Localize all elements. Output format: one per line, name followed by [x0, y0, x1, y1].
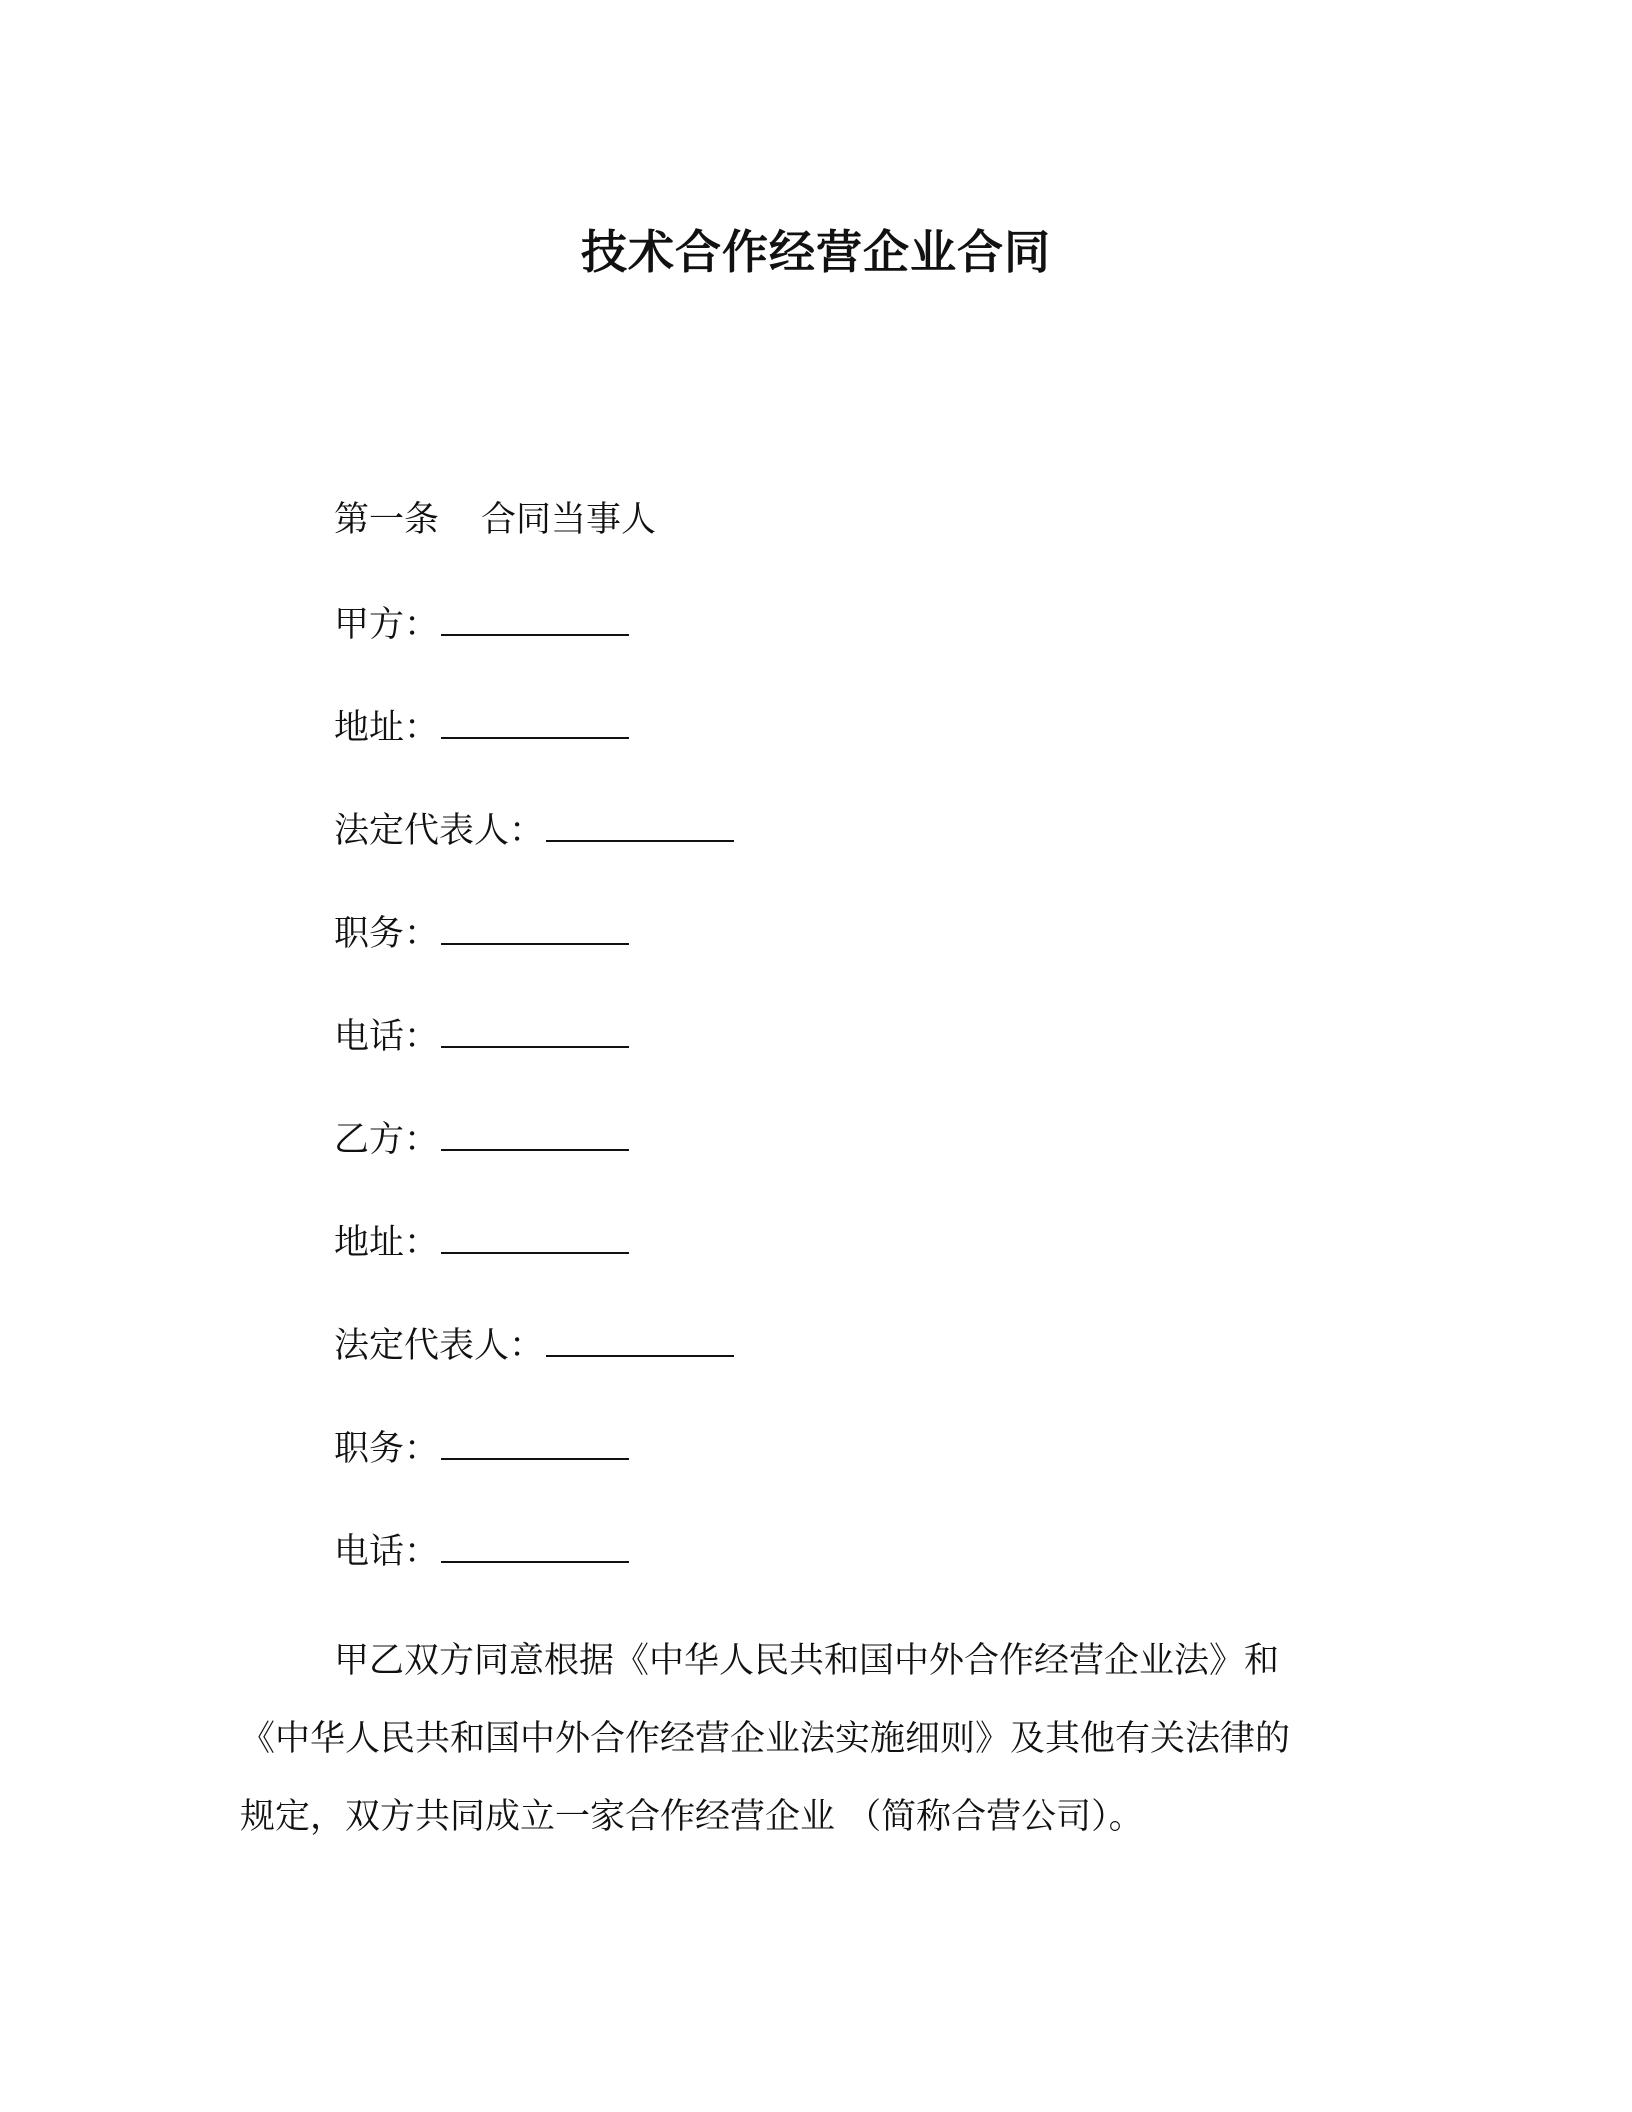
party-a-phone-blank[interactable] — [441, 1016, 629, 1048]
party-b-phone-label: 电话： — [334, 1532, 440, 1572]
party-b-address-blank[interactable] — [441, 1222, 629, 1254]
party-a-name-blank[interactable] — [441, 604, 629, 636]
party-a-phone-label: 电话： — [334, 1017, 440, 1057]
party-a-name-label: 甲方： — [334, 605, 440, 645]
party-a-address-row — [334, 703, 629, 753]
party-b-address-row — [334, 1218, 629, 1268]
party-a-phone-row — [334, 1012, 629, 1062]
party-a-address-label: 地址： — [334, 708, 440, 748]
party-b-name-blank[interactable] — [441, 1119, 629, 1151]
party-b-position-blank[interactable] — [441, 1428, 629, 1460]
party-b-legal-rep-row — [334, 1321, 734, 1371]
paragraph-line: 甲乙双方同意根据《中华人民共和国中外合作经营企业法》和 — [334, 1641, 1280, 1681]
document-title: 技术合作经营企业合同 — [581, 225, 1051, 279]
party-b-name-row — [334, 1115, 629, 1165]
party-a-legal-rep-label: 法定代表人： — [334, 811, 545, 851]
article-number: 第一条 — [334, 500, 440, 540]
party-b-legal-rep-label: 法定代表人： — [334, 1326, 545, 1366]
party-a-position-blank[interactable] — [441, 913, 629, 945]
party-a-name-row — [334, 600, 629, 650]
party-b-name-label: 乙方： — [334, 1120, 440, 1160]
paragraph-line: 《中华人民共和国中外合作经营企业法实施细则》及其他有关法律的 — [240, 1719, 1291, 1759]
party-b-phone-blank[interactable] — [441, 1531, 629, 1563]
agreement-paragraph — [240, 1622, 1360, 1856]
party-b-position-label: 职务： — [334, 1429, 440, 1469]
party-a-position-label: 职务： — [334, 914, 440, 954]
party-b-phone-row — [334, 1527, 629, 1577]
article-title: 合同当事人 — [481, 500, 657, 540]
party-a-legal-rep-row — [334, 806, 734, 856]
party-a-address-blank[interactable] — [441, 707, 629, 739]
party-b-legal-rep-blank[interactable] — [546, 1325, 734, 1357]
party-b-address-label: 地址： — [334, 1223, 440, 1263]
article-heading — [334, 495, 656, 545]
party-a-position-row — [334, 909, 629, 959]
paragraph-line: 规定，双方共同成立一家合作经营企业 （简称合营公司）。 — [240, 1797, 1144, 1837]
party-b-position-row — [334, 1424, 629, 1474]
party-a-legal-rep-blank[interactable] — [546, 810, 734, 842]
